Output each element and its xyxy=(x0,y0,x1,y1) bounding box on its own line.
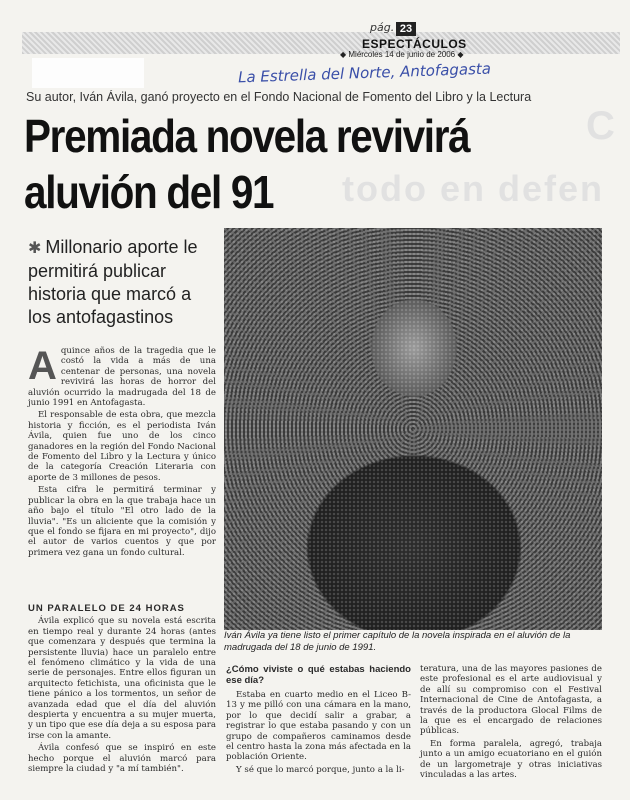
article-subhead xyxy=(28,236,218,329)
bleed-through-text-2: C xyxy=(586,104,615,148)
page-number: 23 xyxy=(396,22,416,36)
paragraph: Y sé que lo marcó porque, junto a la li- xyxy=(236,764,405,775)
headline-line-2: aluvión del 91 xyxy=(24,166,274,218)
dateline: ◆ Miércoles 14 de junio de 2006 ◆ xyxy=(340,50,464,59)
body-column-2 xyxy=(226,664,411,777)
subhead-text: Millonario aporte le permitirá publicar historia que marcó a los antofagastinos xyxy=(28,237,198,327)
paragraph: Estaba en cuarto medio en el Liceo B-13 y me pilló con una cámara en la mano, por lo que decidí salir a grabar, a registrar lo que estaba pasando y con un grupo de compañeros caminamos desde el centro hasta la zona más afectada en la población Oriente. xyxy=(226,690,411,763)
interview-question: ¿Cómo viviste o qué estabas haciendo ese día? xyxy=(226,664,411,686)
headline-line-1: Premiada novela revivirá xyxy=(24,110,470,162)
author-photo xyxy=(224,228,602,630)
handwritten-source-note: La Estrella del Norte, Antofagasta xyxy=(237,59,492,87)
article-headline xyxy=(24,108,543,220)
handwritten-page-label: pág. xyxy=(370,21,395,34)
header-band xyxy=(22,32,620,54)
section-title: ESPECTÁCULOS xyxy=(362,37,467,51)
bleed-through-text: todo en defen xyxy=(342,168,604,209)
lead-paragraph xyxy=(28,346,216,408)
paragraph: El responsable de esta obra, que mezcla historia y ficción, es el periodista Iván Ávila, quien fue uno de los cinco ganadores en la región del Fondo Nacional de Fomento del Libro y la Lectura y único de la categoría Creación Literaria con aporte de 3 millones de pesos. xyxy=(28,410,216,483)
paragraph-text: quince años de la tragedia que le costó la vida a más de una centenar de personas, una novela revivirá las horas de horror del aluvión ocurrido la madrugada del 18 de junio 1991 en Antofagasta. xyxy=(28,346,216,409)
paragraph: Esta cifra le permitirá terminar y publicar la obra en la que trabaja hace un año bajo el título "El otro lado de la lluvia". "Es un aliciente que la comisión y que el fondo se fijara en mi proyecto", dijo el autor de varios cuentos y que por primera vez gana un fondo cultural. xyxy=(28,485,216,558)
blank-patch xyxy=(32,58,144,88)
paragraph: Ávila explicó que su novela está escrita en tiempo real y durante 24 horas (antes que comenzara y después que termina la persistente lluvia) hace un paralelo entre el fenómeno climático y la vida de una serie de personajes. Entre ellos figuran un arquitecto fetichista, una oficinista que le tiene pánico a los tormentos, un señor de avanzada edad que el día del aluvión despierta y encuentra a su mujer muerta, y un tipo que ese día deja a su esposa para irse con la amante. xyxy=(28,616,216,741)
paragraph: En forma paralela, agregó, trabaja junto a un amigo ecuatoriano en el guión de un largometraje y otras iniciativas vinculadas a las artes. xyxy=(420,738,602,781)
body-column-1 xyxy=(28,346,216,560)
halftone-overlay xyxy=(224,228,602,630)
photo-caption: Iván Ávila ya tiene listo el primer capítulo de la novela inspirada en el aluvión de la madrugada del 18 de junio de 1991. xyxy=(224,630,571,653)
paragraph: Ávila confesó que se inspiró en este hecho porque el aluvión marcó para siempre la ciudad y "a mí también". xyxy=(28,743,216,775)
asterisk-icon: ✱ xyxy=(28,240,42,257)
body-column-1-continued xyxy=(28,604,216,777)
section-minihead: UN PARALELO DE 24 HORAS xyxy=(28,603,185,614)
article-kicker: Su autor, Iván Ávila, ganó proyecto en el Fondo Nacional de Fomento del Libro y la Lectura xyxy=(26,90,532,104)
drop-cap: A xyxy=(28,344,57,388)
body-column-3 xyxy=(420,664,602,782)
paragraph: teratura, una de las mayores pasiones de este profesional es el arte audiovisual y de allí su compromiso con el Festival Internacional de Cine de Antofagasta, a través de la productora Glocal Films de la que es el encargado de relaciones públicas. xyxy=(420,664,602,737)
